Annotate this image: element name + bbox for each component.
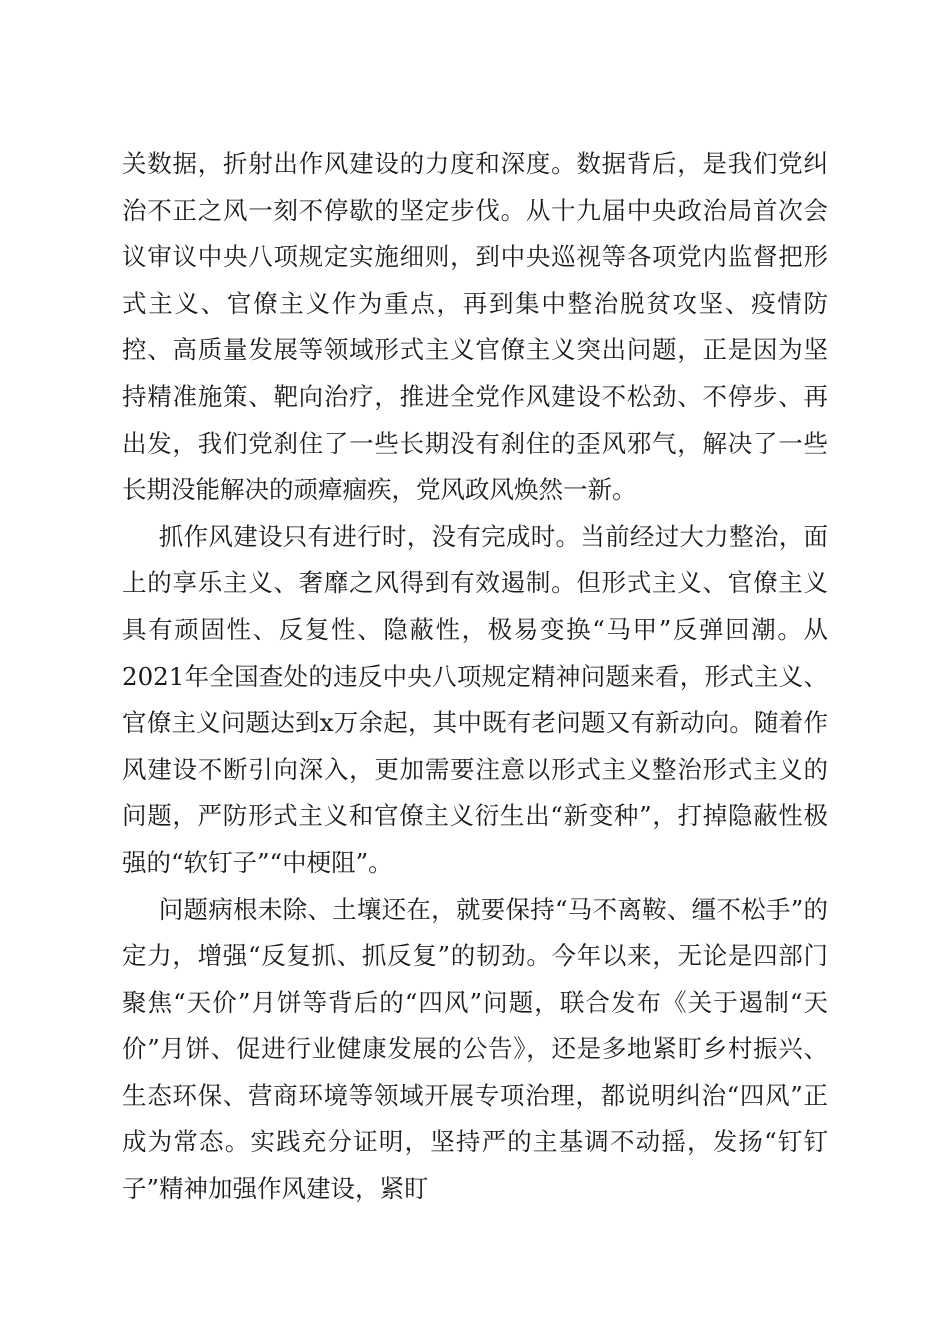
paragraph-3: 问题病根未除、土壤还在，就要保持“马不离鞍、缰不松手”的定力，增强“反复抓、抓反复”的韧劲。今年以来，无论是四部门聚焦“天价”月饼等背后的“四风”问题，联合发布《关于遏制“天价”月饼、促进行业健康发展的公告》，还是多地紧盯乡村振兴、生态环保、营商环境等领域开展专项治理，都说明纠治“四风”正成为常态。实践充分证明，坚持严的主基调不动摇，发扬“钉钉子”精神加强作风建设，紧盯 [122,894,828,1204]
body-text [122,141,828,1213]
paragraph-1: 关数据，折射出作风建设的力度和深度。数据背后，是我们党纠治不正之风一刻不停歇的坚定步伐。从十九届中央政治局首次会议审议中央八项规定实施细则，到中央巡视等各项党内监督把形式主义、官僚主义作为重点，再到集中整治脱贫攻坚、疫情防控、高质量发展等领域形式主义官僚主义突出问题，正是因为坚持精准施策、靶向治疗，推进全党作风建设不松劲、不停步、再出发，我们党刹住了一些长期没有刹住的歪风邪气，解决了一些长期没能解决的顽瘴痼疾，党风政风焕然一新。 [122,149,828,505]
paragraph-2: 抓作风建设只有进行时，没有完成时。当前经过大力整治，面上的享乐主义、奢靡之风得到有效遏制。但形式主义、官僚主义具有顽固性、反复性、隐蔽性，极易变换“马甲”反弹回潮。从2021年全国查处的违反中央八项规定精神问题来看，形式主义、官僚主义问题达到x万余起，其中既有老问题又有新动向。随着作风建设不断引向深入，更加需要注意以形式主义整治形式主义的问题，严防形式主义和官僚主义衍生出“新变种”，打掉隐蔽性极强的“软钉子”“中梗阻”。 [122,521,828,877]
